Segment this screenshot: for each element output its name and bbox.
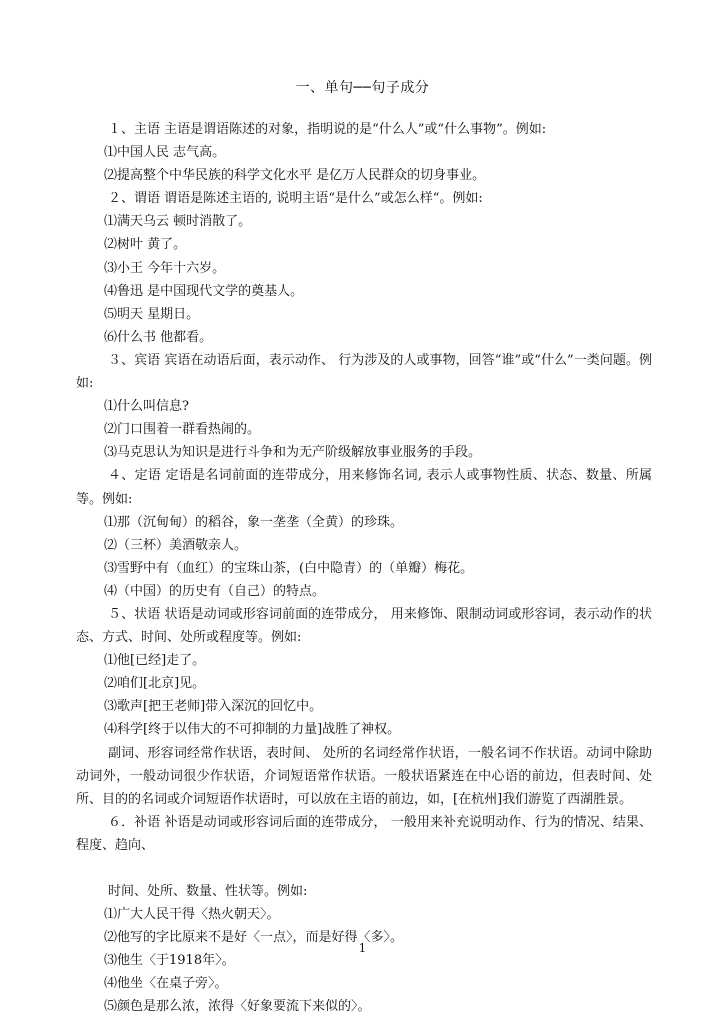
example-line: ⑵树叶 黄了。 — [104, 237, 187, 253]
paragraph-object-definition: ３、宾语 宾语在动语后面，表示动作、 行为涉及的人或事物，回答“谁”或“什么”一类问题。例如: — [76, 352, 652, 392]
paragraph-complement-definition: ６．补语 补语是动词或形容词后面的连带成分， 一般用来补充说明动作、行为的情况、结果、程度、趋向、 — [76, 814, 652, 853]
example-line: ⑶他生〈于1918年〉。 — [104, 953, 235, 969]
example-line: ⑵门口围着一群看热闹的。 — [104, 422, 261, 438]
document-body — [76, 118, 652, 1019]
blank-line — [76, 857, 652, 880]
example-line: ⑷科学[终于以伟大的不可抑制的力量]战胜了神权。 — [104, 722, 401, 738]
page-number: 1 — [358, 941, 367, 955]
example-line: ⑶雪野中有（血红）的宝珠山茶，(白中隐青）的（单瓣）梅花。 — [104, 560, 474, 576]
paragraph-complement-continued: 时间、处所、数量、性状等。例如: — [108, 884, 308, 899]
example-line: ⑵咱们[北京]见。 — [104, 676, 206, 692]
page-title: 一、单句──句子成分 — [295, 80, 430, 96]
example-line: ⑹什么书 他都看。 — [104, 329, 213, 345]
example-line: ⑴满天乌云 顿时消散了。 — [104, 214, 252, 230]
paragraph-predicate-definition: ２、谓语 谓语是陈述主语的, 说明主语“是什么”或怎么样“。例如: — [108, 191, 483, 207]
example-line: ⑶马克思认为知识是进行斗争和为无产阶级解放事业服务的手段。 — [104, 445, 482, 461]
example-line: ⑵提高整个中华民族的科学文化水平 是亿万人民群众的切身事业。 — [104, 168, 486, 184]
paragraph-adverbial-notes: 副词、形容词经常作状语，表时间、 处所的名词经常作状语，一般名词不作状语。动词中除助动词外，一般动词很少作状语，介词短语常作状语。一般状语紧连在中心语的前边，但表时间、处所、目的的名词或介词短语作状语时，可以放在主语的前边，如，[在杭州]我们游览了西湖胜景。 — [76, 745, 652, 807]
example-line: ⑴那（沉甸甸）的稻谷，象一垄垄（全黄）的珍珠。 — [104, 514, 404, 530]
example-line: ⑷他坐〈在桌子旁〉。 — [104, 976, 228, 992]
example-line: ⑴他[已经]走了。 — [104, 653, 206, 669]
example-line: ⑴什么叫信息? — [104, 399, 189, 415]
example-line: ⑶小王 今年十六岁。 — [104, 260, 226, 276]
example-line: ⑴中国人民 志气高。 — [104, 145, 226, 161]
example-line: ⑷鲁迅 是中国现代文学的奠基人。 — [104, 283, 304, 299]
example-line: ⑸明天 星期日。 — [104, 306, 200, 322]
example-line: ⑴广大人民干得〈热火朝天〉。 — [104, 907, 280, 923]
paragraph-subject-definition: １、主语 主语是谓语陈述的对象，指明说的是“什么人”或“什么事物”。例如: — [108, 122, 547, 137]
example-line: ⑸颜色是那么浓，浓得〈好象要流下来似的〉。 — [104, 999, 371, 1015]
example-line: ⑵（三杯）美酒敬亲人。 — [104, 537, 248, 553]
example-line: ⑵他写的字比原来不是好〈一点〉，而是好得〈多〉。 — [104, 930, 404, 946]
example-line: ⑷（中国）的历史有（自己）的特点。 — [104, 583, 326, 599]
example-line: ⑶歌声[把王老师]带入深沉的回忆中。 — [104, 699, 323, 715]
paragraph-adverbial-definition: ５、状语 状语是动词或形容词前面的连带成分， 用来修饰、限制动词或形容词，表示动作的状态、方式、时间、处所或程度等。例如: — [76, 606, 652, 646]
paragraph-attributive-definition: ４、定语 定语是名词前面的连带成分，用来修饰名词, 表示人或事物性质、状态、数量、所属等。例如: — [76, 468, 652, 507]
